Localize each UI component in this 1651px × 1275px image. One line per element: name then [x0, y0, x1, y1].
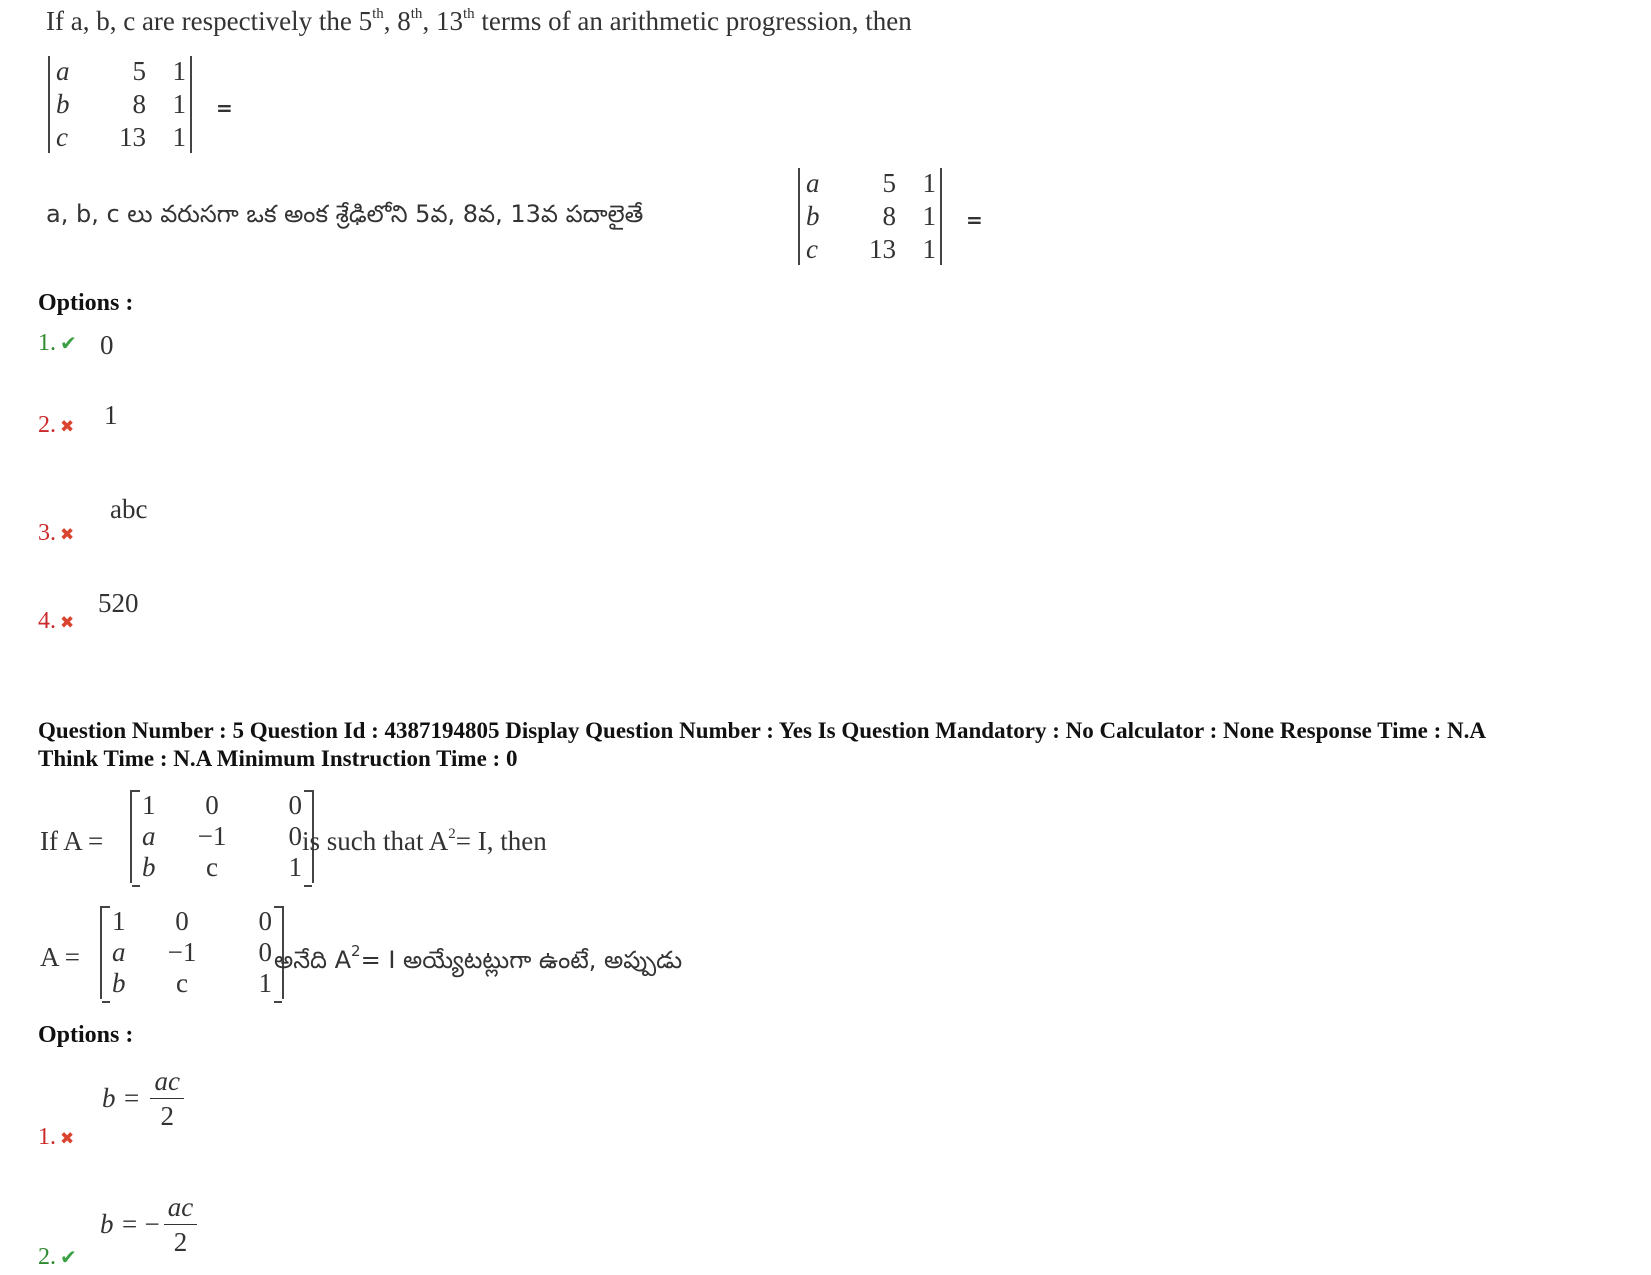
q5-option-1-value: b = $\frac{ac}{2}$ — [102, 1064, 184, 1133]
q5-option-1[interactable] — [38, 1124, 74, 1151]
q5-option-2-value: b = − $\frac{ac}{2}$ — [100, 1190, 197, 1259]
q5-option-2[interactable] — [38, 1244, 77, 1271]
q5-meta-line-2: Think Time : N.A Minimum Instruction Time : 0 — [38, 746, 518, 771]
q5-meta-line-1: Question Number : 5 Question Id : 4387194805 Display Question Number : Yes Is Question Mandatory : No Calculator : None Response Time : N.A — [38, 718, 1487, 743]
q4-option-2-value: 1 — [104, 400, 118, 430]
q5-matrix: 1 0 0 a −1 0 b c 1 — [130, 790, 314, 883]
q5-matrix-telugu: 1 0 0 a −1 0 b c 1 — [100, 906, 284, 999]
q4-determinant: a 5 1 b 8 1 c 13 1 — [48, 56, 192, 153]
q4-option-1[interactable] — [38, 330, 77, 357]
cross-icon: ✖ — [60, 417, 75, 437]
q4-determinant-telugu: a 5 1 b 8 1 c 13 1 — [798, 168, 942, 265]
q4-equals-telugu: = — [966, 208, 983, 232]
q4-option-2[interactable] — [38, 412, 74, 439]
option-number: 1. — [38, 1124, 56, 1150]
option-number: 2. — [38, 1244, 56, 1270]
q4-stem-telugu: a, b, c లు వరుసగా ఒక అంక శ్రేఢిలోని 5వ, 8వ, 13వ పదాలైతే — [46, 200, 644, 228]
option-number: 1. — [38, 330, 56, 356]
q4-equals: = — [216, 96, 233, 120]
q4-options-label: Options : — [38, 290, 134, 316]
q5-options-label: Options : — [38, 1022, 134, 1048]
q4-option-3-value: abc — [110, 494, 148, 524]
check-icon: ✔ — [60, 1245, 77, 1269]
option-number: 4. — [38, 608, 56, 634]
cross-icon: ✖ — [60, 525, 75, 545]
q4-stem-english: If a, b, c are respectively the 5th, 8th, 13th terms of an arithmetic progression, then — [46, 6, 912, 36]
q4-option-4[interactable] — [38, 608, 74, 635]
cross-icon: ✖ — [60, 613, 75, 633]
q4-option-4-value: 520 — [98, 588, 139, 618]
option-number: 2. — [38, 412, 56, 438]
q5-stem-prefix: If A = — [40, 826, 104, 856]
cross-icon: ✖ — [60, 1129, 75, 1149]
q5-stem-english: is such that $A^2= I$, then — [302, 826, 547, 856]
option-number: 3. — [38, 520, 56, 546]
q5-stem-telugu: అనేది $A^2= I$ అయ్యేటట్లుగా ఉంటే, అప్పుడు — [274, 942, 683, 974]
q4-option-1-value: 0 — [100, 330, 114, 360]
q4-option-3[interactable] — [38, 520, 74, 547]
q5-stem-telugu-prefix: A = — [40, 942, 80, 972]
check-icon: ✔ — [60, 331, 77, 355]
